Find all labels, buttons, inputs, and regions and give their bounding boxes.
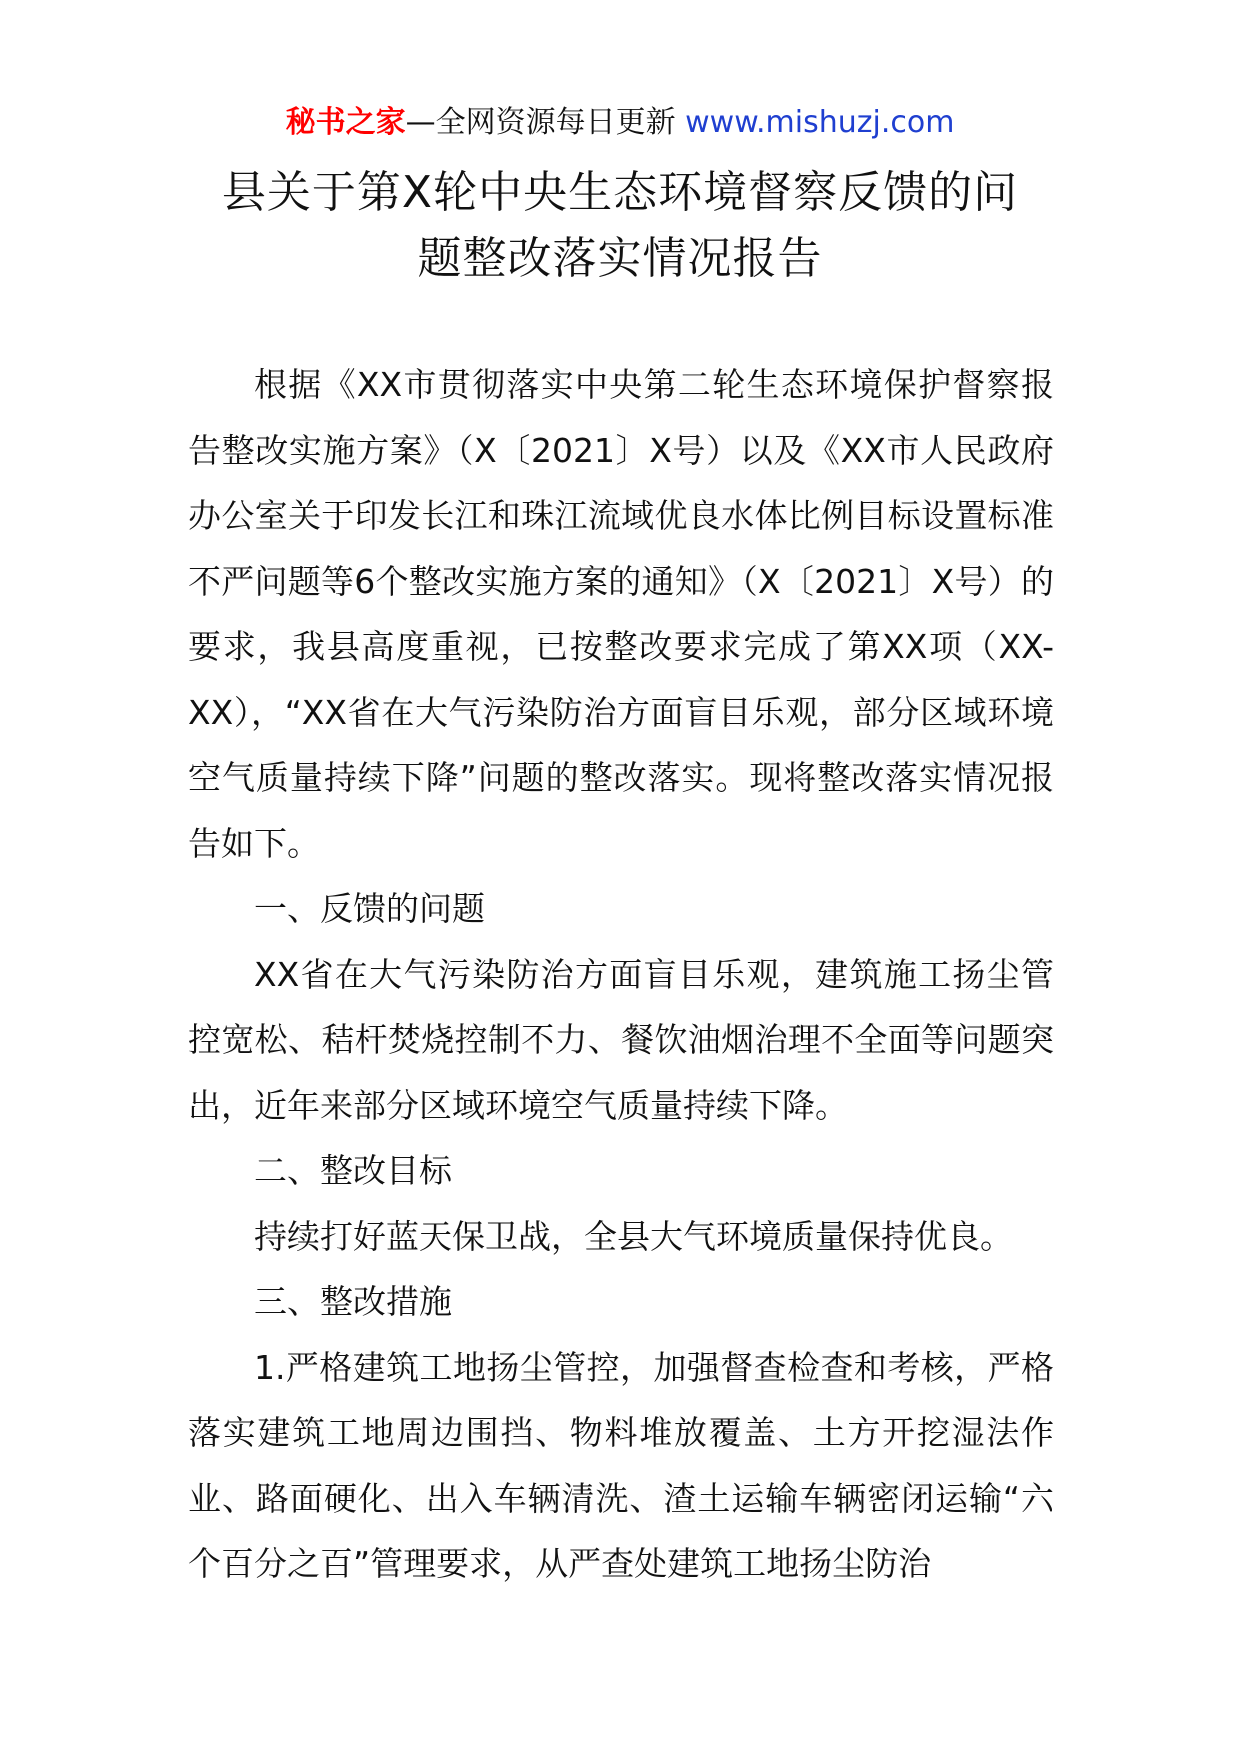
document-body — [188, 352, 1054, 1597]
site-url-link[interactable]: www.mishuzj.com — [685, 105, 955, 140]
site-header — [0, 100, 1240, 146]
header-tagline: —全网资源每日更新 — [405, 105, 676, 140]
paragraph-issue: XX省在大气污染防治方面盲目乐观，建筑施工扬尘管控宽松、秸杆焚烧控制不力、餐饮油烟治理不全面等问题突出，近年来部分区域环境空气质量持续下降。 — [188, 954, 1054, 1125]
document-title — [150, 160, 1090, 292]
title-line-2: 题整改落实情况报告 — [417, 233, 823, 284]
section-heading-2: 二、整改目标 — [254, 1151, 452, 1190]
paragraph-goal: 持续打好蓝天保卫战，全县大气环境质量保持优良。 — [254, 1216, 1013, 1256]
title-line-1: 县关于第Ⅹ轮中央生态环境督察反馈的问 — [221, 167, 1019, 218]
brand-name: 秘书之家 — [285, 105, 406, 140]
section-heading-1: 一、反馈的问题 — [254, 889, 485, 928]
paragraph-measure-1: 1.严格建筑工地扬尘管控，加强督查检查和考核，严格落实建筑工地周边围挡、物料堆放覆盖、土方开挖湿法作业、路面硬化、出入车辆清洗、渣土运输车辆密闭运输“六个百分之百”管理要求，从严查处建筑工地扬尘防治 — [188, 1347, 1054, 1583]
paragraph-intro: 根据《XX市贯彻落实中央第二轮生态环境保护督察报告整改实施方案》（X〔2021〕X号）以及《XX市人民政府办公室关于印发长江和珠江流域优良水体比例目标设置标准不严问题等6个整改实施方案的通知》（X〔2021〕X号）的要求，我县高度重视，已按整改要求完成了第XX项（XX-XX），“XX省在大气污染防治方面盲目乐观，部分区域环境空气质量持续下降”问题的整改落实。现将整改落实情况报告如下。 — [188, 365, 1054, 863]
section-heading-3: 三、整改措施 — [254, 1282, 452, 1321]
